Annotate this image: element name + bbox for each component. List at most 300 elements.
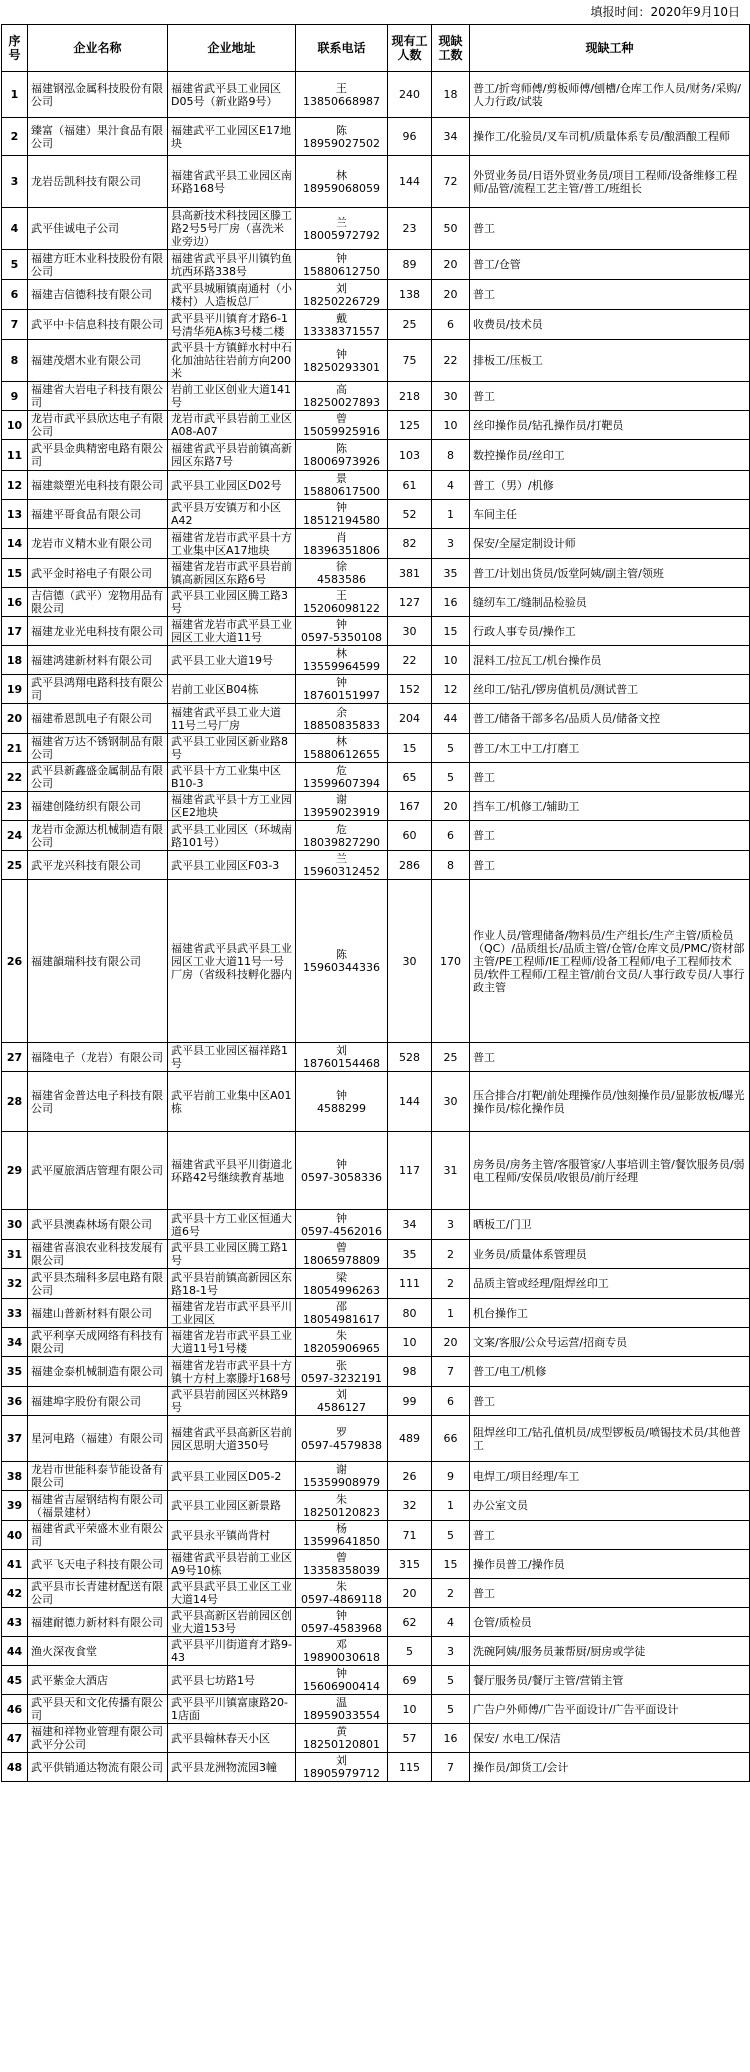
contact-phone <box>296 156 388 208</box>
contact-person: 邵 <box>336 1300 347 1313</box>
phone-number: 18250226729 <box>303 294 380 308</box>
current-employees: 32 <box>388 1491 432 1521</box>
company-address: 武平县岩前镇高新园区东路18-1号 <box>168 1269 296 1299</box>
table-row <box>2 617 750 646</box>
company-name: 福建龙业光电科技有限公司 <box>28 617 168 646</box>
phone-number: 18065978809 <box>303 1254 380 1267</box>
current-employees: 34 <box>388 1210 432 1240</box>
vacancy-count: 5 <box>432 1666 470 1695</box>
vacancy-count: 12 <box>432 675 470 704</box>
company-name: 福建省金普达电子科技有限公司 <box>28 1072 168 1132</box>
contact-phone <box>296 500 388 529</box>
current-employees: 30 <box>388 880 432 1043</box>
col-header-vacancies: 现缺工数 <box>432 25 470 72</box>
table-row <box>2 1043 750 1072</box>
company-address: 武平县工业园区F03-3 <box>168 851 296 880</box>
current-employees: 528 <box>388 1043 432 1072</box>
vacancy-count: 3 <box>432 1210 470 1240</box>
table-row <box>2 500 750 529</box>
vacant-job-types: 挡车工/机修工/辅助工 <box>470 792 750 821</box>
current-employees: 26 <box>388 1462 432 1491</box>
company-name: 福建方旺木业科技股份有限公司 <box>28 250 168 280</box>
row-number: 46 <box>2 1695 28 1724</box>
vacancy-count: 2 <box>432 1269 470 1299</box>
vacant-job-types: 文案/客服/公众号运营/招商专员 <box>470 1328 750 1357</box>
contact-person: 钟 <box>336 1609 347 1622</box>
current-employees: 30 <box>388 617 432 646</box>
table-row <box>2 208 750 250</box>
company-name: 福建省万达不锈钢制品有限公司 <box>28 734 168 763</box>
vacant-job-types: 普工 <box>470 382 750 411</box>
contact-person: 钟 <box>336 1211 347 1225</box>
vacant-job-types: 餐厅服务员/餐厅主管/营销主管 <box>470 1666 750 1695</box>
contact-person: 刘 <box>336 1044 347 1057</box>
row-number: 18 <box>2 646 28 675</box>
vacancy-count: 3 <box>432 529 470 559</box>
phone-number: 18396351806 <box>303 543 380 557</box>
vacant-job-types: 普工 <box>470 821 750 851</box>
contact-person: 邓 <box>336 1638 347 1651</box>
company-name: 武平县金典精密电路有限公司 <box>28 440 168 471</box>
contact-person: 戴 <box>336 311 347 325</box>
row-number: 34 <box>2 1328 28 1357</box>
row-number: 35 <box>2 1357 28 1387</box>
vacant-job-types: 普工 <box>470 1521 750 1550</box>
current-employees: 80 <box>388 1299 432 1328</box>
company-name: 武平中卡信息科技有限公司 <box>28 310 168 340</box>
company-address: 武平县翰林春天小区 <box>168 1724 296 1753</box>
contact-person: 兰 <box>336 215 347 229</box>
table-row <box>2 851 750 880</box>
current-employees: 22 <box>388 646 432 675</box>
row-number: 41 <box>2 1550 28 1579</box>
contact-person: 陈 <box>336 442 347 455</box>
table-row <box>2 529 750 559</box>
contact-person: 曾 <box>336 1551 347 1564</box>
table-row <box>2 1132 750 1210</box>
phone-number: 0597-5350108 <box>301 631 382 644</box>
vacancy-count: 5 <box>432 1695 470 1724</box>
company-address: 福建省龙岩市武平县工业园区工业大道11号 <box>168 617 296 646</box>
company-address: 县高新技术科技园区滕工路2号5号厂房（喜洗米业旁边） <box>168 208 296 250</box>
company-name: 福建创隆纺织有限公司 <box>28 792 168 821</box>
company-name: 福建省喜浪农业科技发展有限公司 <box>28 1240 168 1269</box>
current-employees: 65 <box>388 763 432 792</box>
contact-phone <box>296 1416 388 1462</box>
current-employees: 10 <box>388 1695 432 1724</box>
vacant-job-types: 阻焊丝印工/钻孔值机员/成型锣板员/喷锡技术员/其他普工 <box>470 1416 750 1462</box>
phone-number: 18905979712 <box>303 1767 380 1780</box>
vacancy-count: 9 <box>432 1462 470 1491</box>
company-address: 武平县工业大道19号 <box>168 646 296 675</box>
phone-number: 18959027502 <box>303 136 380 150</box>
contact-person: 陈 <box>336 948 347 961</box>
table-row <box>2 1240 750 1269</box>
current-employees: 125 <box>388 411 432 440</box>
phone-number: 13358358039 <box>303 1564 380 1577</box>
company-name: 武平紫金大酒店 <box>28 1666 168 1695</box>
contact-person: 谢 <box>336 1463 347 1476</box>
current-employees: 167 <box>388 792 432 821</box>
phone-number: 13338371557 <box>303 324 380 338</box>
contact-person: 曾 <box>336 412 347 425</box>
vacancy-count: 15 <box>432 617 470 646</box>
contact-phone <box>296 310 388 340</box>
company-name: 武平佳诚电子公司 <box>28 208 168 250</box>
row-number: 27 <box>2 1043 28 1072</box>
contact-person: 钟 <box>336 501 347 514</box>
phone-number: 15359908979 <box>303 1476 380 1489</box>
company-address: 武平县永平镇尚背村 <box>168 1521 296 1550</box>
row-number: 16 <box>2 588 28 617</box>
table-row <box>2 1299 750 1328</box>
table-row <box>2 675 750 704</box>
row-number: 26 <box>2 880 28 1043</box>
current-employees: 57 <box>388 1724 432 1753</box>
table-row <box>2 1579 750 1608</box>
vacancy-count: 4 <box>432 1608 470 1637</box>
company-name: 武平县市长青建材配送有限公司 <box>28 1579 168 1608</box>
contact-phone <box>296 617 388 646</box>
company-address: 武平县平川街道育才路9-43 <box>168 1637 296 1666</box>
vacancy-count: 16 <box>432 588 470 617</box>
table-row <box>2 156 750 208</box>
contact-phone <box>296 1299 388 1328</box>
vacancy-count: 31 <box>432 1132 470 1210</box>
current-employees: 240 <box>388 72 432 118</box>
company-name: 武平金时裕电子有限公司 <box>28 559 168 588</box>
current-employees: 25 <box>388 310 432 340</box>
contact-phone <box>296 72 388 118</box>
row-number: 12 <box>2 471 28 500</box>
contact-phone <box>296 1462 388 1491</box>
vacancy-count: 18 <box>432 72 470 118</box>
contact-person: 余 <box>336 705 347 719</box>
vacancy-count: 8 <box>432 851 470 880</box>
company-address: 福建武平工业园区E17地块 <box>168 118 296 156</box>
table-row <box>2 1462 750 1491</box>
contact-phone <box>296 646 388 675</box>
row-number: 5 <box>2 250 28 280</box>
vacant-job-types: 普工/仓管 <box>470 250 750 280</box>
vacant-job-types: 混料工/拉瓦工/机台操作员 <box>470 646 750 675</box>
table-row <box>2 880 750 1043</box>
table-row <box>2 1210 750 1240</box>
current-employees: 489 <box>388 1416 432 1462</box>
contact-phone <box>296 250 388 280</box>
contact-phone <box>296 1521 388 1550</box>
contact-phone <box>296 1387 388 1416</box>
vacant-job-types: 普工 <box>470 208 750 250</box>
current-employees: 99 <box>388 1387 432 1416</box>
phone-number: 15960312452 <box>303 865 380 878</box>
vacancy-count: 7 <box>432 1357 470 1387</box>
table-row <box>2 1695 750 1724</box>
phone-number: 18054981617 <box>303 1313 380 1326</box>
vacancy-count: 22 <box>432 340 470 382</box>
table-row <box>2 1521 750 1550</box>
company-address: 武平县十方镇鲜水村中石化加油站往岩前方向200米 <box>168 340 296 382</box>
vacancy-count: 20 <box>432 280 470 310</box>
table-row <box>2 310 750 340</box>
contact-person: 危 <box>336 764 347 777</box>
company-address: 武平县平川镇富康路20-1店面 <box>168 1695 296 1724</box>
company-address: 福建省龙岩市武平县岩前镇高新园区东路6号 <box>168 559 296 588</box>
row-number: 37 <box>2 1416 28 1462</box>
phone-number: 15206098122 <box>303 602 380 615</box>
vacancy-count: 25 <box>432 1043 470 1072</box>
row-number: 40 <box>2 1521 28 1550</box>
row-number: 28 <box>2 1072 28 1132</box>
vacant-job-types: 保安/全屋定制设计师 <box>470 529 750 559</box>
row-number: 9 <box>2 382 28 411</box>
company-name: 福建希恩凯电子有限公司 <box>28 704 168 734</box>
phone-number: 18250293301 <box>303 360 380 374</box>
phone-number: 4588299 <box>317 1101 366 1115</box>
company-address: 福建省武平县工业大道11号二号厂房 <box>168 704 296 734</box>
contact-phone <box>296 1550 388 1579</box>
table-row <box>2 588 750 617</box>
vacant-job-types: 普工 <box>470 763 750 792</box>
table-row <box>2 280 750 310</box>
company-name: 武平厦旅酒店管理有限公司 <box>28 1132 168 1210</box>
row-number: 42 <box>2 1579 28 1608</box>
phone-number: 15880617500 <box>303 485 380 498</box>
contact-person: 刘 <box>336 1754 347 1767</box>
company-name: 武平县新鑫盛金属制品有限公司 <box>28 763 168 792</box>
vacant-job-types: 缝纫车工/缝制品检验员 <box>470 588 750 617</box>
contact-phone <box>296 340 388 382</box>
phone-number: 15880612655 <box>303 748 380 761</box>
phone-number: 13850668987 <box>303 94 380 108</box>
table-row <box>2 704 750 734</box>
table-row <box>2 646 750 675</box>
row-number: 20 <box>2 704 28 734</box>
current-employees: 35 <box>388 1240 432 1269</box>
company-name: 武平供销通达物流有限公司 <box>28 1753 168 1782</box>
contact-person: 谢 <box>336 793 347 806</box>
company-name: 福建钢泓金属科技股份有限公司 <box>28 72 168 118</box>
contact-person: 朱 <box>336 1492 347 1506</box>
vacant-job-types: 保安/ 水电工/保洁 <box>470 1724 750 1753</box>
company-name: 福建燚塑光电科技有限公司 <box>28 471 168 500</box>
row-number: 36 <box>2 1387 28 1416</box>
phone-number: 18250120823 <box>303 1505 380 1519</box>
vacancy-count: 10 <box>432 411 470 440</box>
contact-phone <box>296 471 388 500</box>
company-address: 武平县十方工业集中区B10-3 <box>168 763 296 792</box>
current-employees: 103 <box>388 440 432 471</box>
contact-phone <box>296 1666 388 1695</box>
vacant-job-types: 业务员/质量体系管理员 <box>470 1240 750 1269</box>
table-row <box>2 1637 750 1666</box>
contact-person: 高 <box>336 383 347 396</box>
col-header-phone: 联系电话 <box>296 25 388 72</box>
current-employees: 52 <box>388 500 432 529</box>
table-body <box>2 72 750 1782</box>
vacant-job-types: 操作员普工/操作员 <box>470 1550 750 1579</box>
current-employees: 115 <box>388 1753 432 1782</box>
phone-number: 18250120801 <box>303 1738 380 1751</box>
vacant-job-types: 普工（男）/机修 <box>470 471 750 500</box>
row-number: 47 <box>2 1724 28 1753</box>
vacant-job-types: 普工/折弯师傅/剪板师傅/刨槽/仓库工作人员/财务/采购/人力行政/试装 <box>470 72 750 118</box>
company-address: 福建省龙岩市武平县十方镇十方村上寨滕圩168号 <box>168 1357 296 1387</box>
table-row <box>2 1608 750 1637</box>
company-address: 武平县城厢镇南通村（小楼村）人造板总厂 <box>168 280 296 310</box>
table-header <box>2 25 750 72</box>
table-row <box>2 250 750 280</box>
table-row <box>2 1072 750 1132</box>
company-address: 福建省龙岩市武平县十方工业集中区A17地块 <box>168 529 296 559</box>
vacancy-count: 50 <box>432 208 470 250</box>
contact-phone <box>296 440 388 471</box>
contact-person: 刘 <box>336 281 347 295</box>
vacant-job-types: 仓管/质检员 <box>470 1608 750 1637</box>
contact-phone <box>296 1132 388 1210</box>
phone-number: 15880612750 <box>303 264 380 278</box>
contact-phone <box>296 588 388 617</box>
row-number: 48 <box>2 1753 28 1782</box>
contact-phone <box>296 559 388 588</box>
current-employees: 62 <box>388 1608 432 1637</box>
col-header-company: 企业名称 <box>28 25 168 72</box>
company-address: 福建省武平县岩前工业区A9号10栋 <box>168 1550 296 1579</box>
contact-person: 朱 <box>336 1329 347 1342</box>
current-employees: 10 <box>388 1328 432 1357</box>
contact-phone <box>296 118 388 156</box>
vacancy-count: 34 <box>432 118 470 156</box>
table-row <box>2 72 750 118</box>
contact-person: 肖 <box>336 530 347 544</box>
phone-number: 4586127 <box>317 1401 366 1414</box>
phone-number: 18006973926 <box>303 455 380 468</box>
company-address: 武平县十方工业区恒通大道6号 <box>168 1210 296 1240</box>
phone-number: 18959068059 <box>303 181 380 195</box>
table-row <box>2 1724 750 1753</box>
current-employees: 127 <box>388 588 432 617</box>
vacant-job-types: 洗碗阿姨/服务员兼帮厨/厨房或学徒 <box>470 1637 750 1666</box>
company-address: 武平县工业园区腾工路1号 <box>168 1240 296 1269</box>
vacant-job-types: 丝印工/钻孔/锣房值机员/测试普工 <box>470 675 750 704</box>
contact-phone <box>296 880 388 1043</box>
vacant-job-types: 操作员/卸货工/会计 <box>470 1753 750 1782</box>
table-row <box>2 792 750 821</box>
current-employees: 20 <box>388 1579 432 1608</box>
row-number: 21 <box>2 734 28 763</box>
phone-number: 4583586 <box>317 573 366 586</box>
company-name: 武平县天和文化传播有限公司 <box>28 1695 168 1724</box>
table-row <box>2 340 750 382</box>
table-row <box>2 1328 750 1357</box>
row-number: 3 <box>2 156 28 208</box>
company-address: 福建省武平县工业园区南环路168号 <box>168 156 296 208</box>
contact-phone <box>296 382 388 411</box>
company-name: 福建和祥物业管理有限公司武平分公司 <box>28 1724 168 1753</box>
contact-phone <box>296 1210 388 1240</box>
vacant-job-types: 数控操作员/丝印工 <box>470 440 750 471</box>
current-employees: 152 <box>388 675 432 704</box>
table-row <box>2 1416 750 1462</box>
row-number: 17 <box>2 617 28 646</box>
vacancy-count: 6 <box>432 821 470 851</box>
vacancy-count: 3 <box>432 1637 470 1666</box>
contact-person: 危 <box>336 822 347 836</box>
phone-number: 13959023919 <box>303 806 380 819</box>
contact-person: 刘 <box>336 1388 347 1401</box>
phone-number: 15606900414 <box>303 1680 380 1693</box>
phone-number: 15960344336 <box>303 961 380 974</box>
table-row <box>2 411 750 440</box>
contact-phone <box>296 1269 388 1299</box>
row-number: 23 <box>2 792 28 821</box>
company-name: 福建省吉屋钢结构有限公司（福景建材） <box>28 1491 168 1521</box>
contact-phone <box>296 675 388 704</box>
company-address: 武平县岩前园区兴林路9号 <box>168 1387 296 1416</box>
vacancy-count: 8 <box>432 440 470 471</box>
vacancy-count: 7 <box>432 1753 470 1782</box>
company-name: 吉信德（武平）宠物用品有限公司 <box>28 588 168 617</box>
current-employees: 138 <box>388 280 432 310</box>
vacancy-count: 16 <box>432 1724 470 1753</box>
contact-person: 林 <box>336 168 347 182</box>
contact-phone <box>296 1608 388 1637</box>
row-number: 2 <box>2 118 28 156</box>
current-employees: 82 <box>388 529 432 559</box>
vacant-job-types: 普工 <box>470 851 750 880</box>
company-name: 福建省武平荣盛木业有限公司 <box>28 1521 168 1550</box>
vacancy-count: 1 <box>432 1491 470 1521</box>
vacancy-count: 66 <box>432 1416 470 1462</box>
contact-person: 林 <box>336 735 347 748</box>
table-row <box>2 382 750 411</box>
vacancy-count: 44 <box>432 704 470 734</box>
row-number: 8 <box>2 340 28 382</box>
contact-person: 钟 <box>336 1157 347 1171</box>
company-name: 臻富（福建）果汁食品有限公司 <box>28 118 168 156</box>
contact-phone <box>296 529 388 559</box>
company-name: 福建金泰机械制造有限公司 <box>28 1357 168 1387</box>
current-employees: 15 <box>388 734 432 763</box>
contact-phone <box>296 280 388 310</box>
row-number: 29 <box>2 1132 28 1210</box>
phone-number: 0597-4562016 <box>301 1224 382 1238</box>
col-header-job-types: 现缺工种 <box>470 25 750 72</box>
current-employees: 75 <box>388 340 432 382</box>
current-employees: 5 <box>388 1637 432 1666</box>
col-header-employees: 现有工人数 <box>388 25 432 72</box>
company-name: 福建茂熠木业有限公司 <box>28 340 168 382</box>
row-number: 30 <box>2 1210 28 1240</box>
contact-person: 徐 <box>336 560 347 573</box>
vacant-job-types: 普工/木工中工/打磨工 <box>470 734 750 763</box>
vacancy-count: 15 <box>432 1550 470 1579</box>
company-address: 武平县七坊路1号 <box>168 1666 296 1695</box>
company-name: 福建山普新材料有限公司 <box>28 1299 168 1328</box>
table-row <box>2 1387 750 1416</box>
contact-person: 陈 <box>336 123 347 137</box>
vacancy-count: 1 <box>432 1299 470 1328</box>
current-employees: 71 <box>388 1521 432 1550</box>
vacant-job-types: 操作工/化验员/叉车司机/质量体系专员/酿酒酿工程师 <box>470 118 750 156</box>
contact-person: 温 <box>336 1696 347 1709</box>
row-number: 11 <box>2 440 28 471</box>
row-number: 19 <box>2 675 28 704</box>
contact-person: 罗 <box>336 1425 347 1439</box>
contact-person: 钟 <box>336 676 347 689</box>
table-row <box>2 763 750 792</box>
current-employees: 144 <box>388 156 432 208</box>
